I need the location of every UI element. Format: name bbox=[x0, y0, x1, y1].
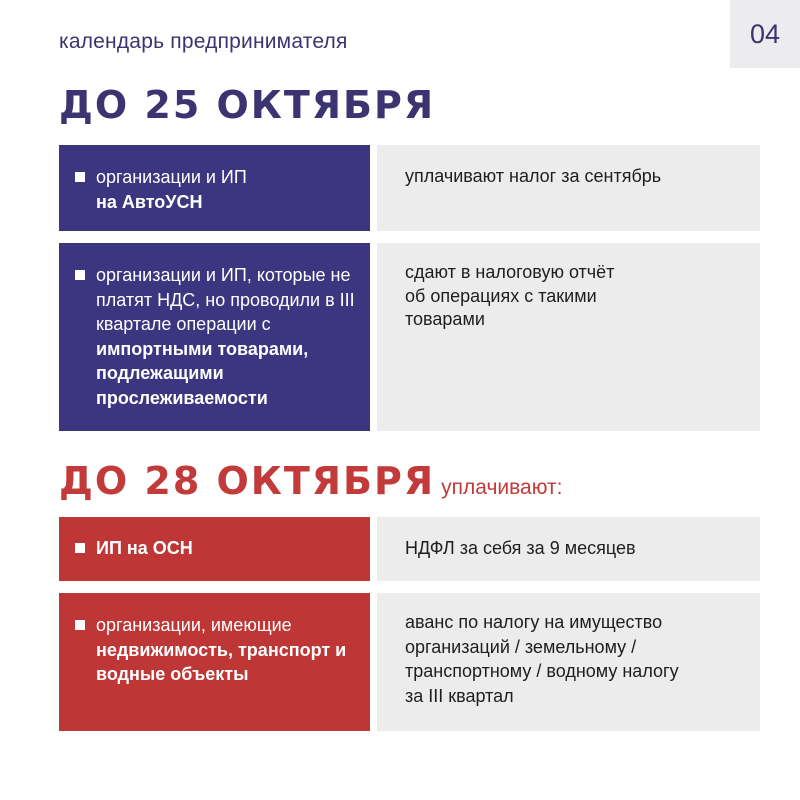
row2-left-cell bbox=[59, 243, 370, 431]
row1-who: организации и ИП на АвтоУСН bbox=[96, 167, 247, 212]
row4-right-cell bbox=[377, 593, 760, 731]
row4-who: организации, имеющие недвижимость, транспорт и водные объекты bbox=[96, 615, 347, 684]
row3-right-cell bbox=[377, 517, 760, 581]
row2-who: организации и ИП, которые не платят НДС, но проводили в III квартале операции с импортными товарами, подлежащими прослеживаемости bbox=[96, 265, 355, 408]
section-subheading: уплачивают: bbox=[441, 476, 563, 499]
bullet-icon bbox=[75, 172, 85, 182]
row1-left-cell bbox=[59, 145, 370, 231]
row2-what-line-2: об операциях с такими bbox=[405, 285, 597, 306]
row3-what-line-1: НДФЛ за себя за 9 месяцев bbox=[405, 538, 636, 558]
bullet-icon bbox=[75, 270, 85, 280]
header-title: календарь предпринимателя bbox=[59, 30, 348, 53]
section-heading-oct-28-text: ДО 28 ОКТЯБРЯ bbox=[59, 459, 436, 503]
section-heading-oct-25: ДО 25 ОКТЯБРЯ bbox=[59, 83, 436, 127]
row4-what-line-4: за III квартал bbox=[405, 685, 514, 706]
page-number-badge: 04 bbox=[730, 0, 800, 68]
bullet-icon bbox=[75, 543, 85, 553]
row2-what-line-3: товарами bbox=[405, 309, 485, 329]
row1-right-cell bbox=[377, 145, 760, 231]
row2-what-line-1: сдают в налоговую отчёт bbox=[405, 262, 615, 282]
section-heading-oct-28 bbox=[59, 459, 563, 503]
row3-who: ИП на ОСН bbox=[96, 538, 193, 558]
row1-what-line-1: уплачивают налог за сентябрь bbox=[405, 166, 662, 186]
bullet-icon bbox=[75, 620, 85, 630]
row3-left-cell bbox=[59, 517, 370, 581]
row4-what-line-3: транспортному / водному налогу bbox=[405, 661, 679, 681]
row4-what-line-2: организаций / земельному / bbox=[405, 636, 637, 657]
row4-left-cell bbox=[59, 593, 370, 731]
row4-what-line-1: аванс по налогу на имущество bbox=[405, 612, 663, 632]
row2-right-cell bbox=[377, 243, 760, 431]
